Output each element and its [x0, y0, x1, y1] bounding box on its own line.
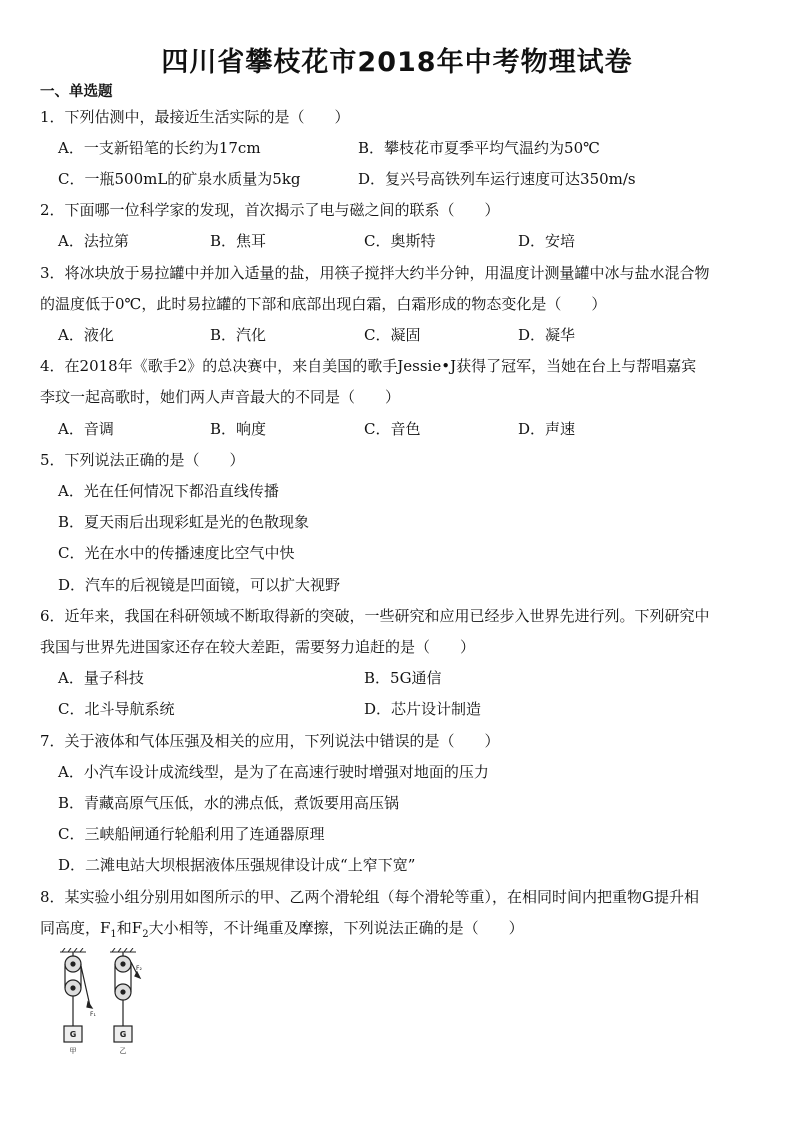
- q6-option-a: A．量子科技: [58, 669, 144, 687]
- ceiling-yi: [110, 948, 136, 952]
- q5-option-d: D．汽车的后视镜是凹面镜，可以扩大视野: [58, 576, 341, 594]
- q6-option-b: B．5G通信: [364, 669, 442, 687]
- q6-stem-line2: 我国与世界先进国家还存在较大差距，需要努力追赶的是（ ）: [40, 638, 476, 656]
- q1-stem: 1．下列估测中，最接近生活实际的是（ ）: [40, 108, 350, 126]
- q4-option-b: B．响度: [210, 420, 267, 438]
- q4-option-a: A．音调: [58, 420, 114, 438]
- q4-stem-line1: 4．在2018年《歌手2》的总决赛中，来自美国的歌手Jessie•J获得了冠军，当她在台上与帮唱嘉宾: [40, 357, 697, 375]
- q5-option-b: B．夏天雨后出现彩虹是光的色散现象: [58, 513, 310, 531]
- q2-option-a: A．法拉第: [58, 232, 129, 250]
- q7-option-a: A．小汽车设计成流线型，是为了在高速行驶时增强对地面的压力: [58, 763, 489, 781]
- q1-option-b: B．攀枝花市夏季平均气温约为50℃: [358, 139, 600, 157]
- q2-option-d: D．安培: [518, 232, 576, 250]
- label-f1: F₁: [90, 1011, 96, 1018]
- label-f2: F₂: [136, 965, 142, 972]
- q4-stem-line2: 李玟一起高歌时，她们两人声音最大的不同是（ ）: [40, 388, 401, 406]
- pulley-system-jia: [64, 952, 92, 1042]
- q7-option-c: C．三峡船闸通行轮船利用了连通器原理: [58, 825, 325, 843]
- q5-option-a: A．光在任何情况下都沿直线传播: [58, 482, 279, 500]
- label-jia: 甲: [69, 1047, 77, 1055]
- q1-option-d: D．复兴号高铁列车运行速度可达350m/s: [358, 170, 636, 188]
- q7-option-b: B．青藏高原气压低，水的沸点低，煮饭要用高压锅: [58, 794, 400, 812]
- label-yi: 乙: [119, 1047, 127, 1055]
- q8-stem-line1: 8．某实验小组分别用如图所示的甲、乙两个滑轮组（每个滑轮等重），在相同时间内把重物G提升相: [40, 888, 700, 906]
- section-heading: 一、单选题: [40, 84, 113, 100]
- q6-stem-line1: 6．近年来，我国在科研领域不断取得新的突破，一些研究和应用已经步入世界先进行列。下列研究中: [40, 607, 710, 625]
- q3-stem-line2: 的温度低于0℃，此时易拉罐的下部和底部出现白霜，白霜形成的物态变化是（ ）: [40, 295, 607, 313]
- q2-option-c: C．奥斯特: [364, 232, 436, 250]
- q2-option-b: B．焦耳: [210, 232, 267, 250]
- q4-option-d: D．声速: [518, 420, 576, 438]
- q2-stem: 2．下面哪一位科学家的发现，首次揭示了电与磁之间的联系（ ）: [40, 201, 500, 219]
- q3-option-c: C．凝固: [364, 326, 421, 344]
- q5-stem: 5．下列说法正确的是（ ）: [40, 451, 245, 469]
- ceiling-jia: [60, 948, 86, 952]
- weight-g-yi: G: [119, 1030, 127, 1039]
- q1-option-a: A．一支新铅笔的长约为17cm: [58, 139, 261, 157]
- q3-stem-line1: 3．将冰块放于易拉罐中并加入适量的盐，用筷子搅拌大约半分钟，用温度计测量罐中冰与盐水混合物: [40, 264, 710, 282]
- q3-option-b: B．汽化: [210, 326, 267, 344]
- q6-option-c: C．北斗导航系统: [58, 700, 175, 718]
- pulley-diagram: [52, 948, 148, 1058]
- q4-option-c: C．音色: [364, 420, 421, 438]
- q7-option-d: D．二滩电站大坝根据液体压强规律设计成“上窄下宽”: [58, 856, 416, 874]
- page-title: 四川省攀枝花市2018年中考物理试卷: [161, 47, 633, 78]
- q8-stem-line2: 同高度，$F_1$和$F_2$大小相等，不计绳重及摩擦，下列说法正确的是（ ）: [40, 919, 524, 940]
- q3-option-a: A．液化: [58, 326, 114, 344]
- q6-option-d: D．芯片设计制造: [364, 700, 482, 718]
- q3-option-d: D．凝华: [518, 326, 576, 344]
- q5-option-c: C．光在水中的传播速度比空气中快: [58, 544, 295, 562]
- q1-option-c: C．一瓶500mL的矿泉水质量为5kg: [58, 170, 301, 188]
- q7-stem: 7．关于液体和气体压强及相关的应用，下列说法中错误的是（ ）: [40, 732, 500, 750]
- weight-g-jia: G: [69, 1030, 77, 1039]
